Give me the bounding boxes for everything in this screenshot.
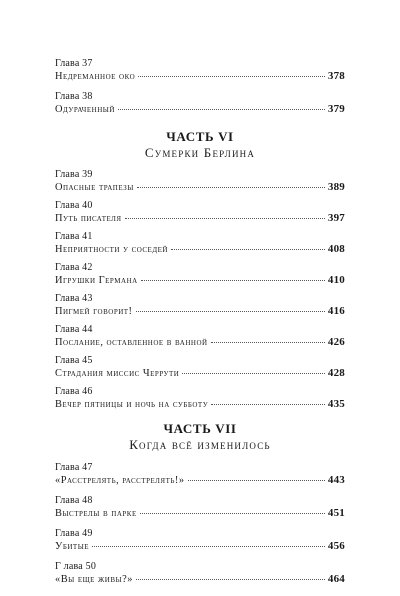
chapter-label: Глава 38 — [55, 91, 93, 102]
chapter-row — [55, 474, 345, 487]
chapter-label: Глава 41 — [55, 231, 93, 242]
toc-entry — [55, 231, 345, 256]
page-number: 410 — [327, 274, 345, 286]
chapter-label: Глава 37 — [55, 58, 93, 69]
chapter-title: Неприятности у соседей — [55, 244, 168, 255]
dot-leader — [171, 249, 325, 250]
chapter-label: Глава 46 — [55, 386, 93, 397]
toc-entry — [55, 462, 345, 487]
chapter-title: Убитые — [55, 541, 90, 552]
chapter-row — [55, 243, 345, 256]
dot-leader — [138, 76, 325, 77]
part-title: Сумерки Берлина — [144, 145, 256, 160]
toc-entry — [55, 386, 345, 411]
chapter-label: Глава 44 — [55, 324, 93, 335]
part-label: ЧАСТЬ VI — [166, 129, 234, 144]
part-heading — [55, 129, 345, 161]
toc-entry — [55, 528, 345, 553]
chapter-row — [55, 540, 345, 553]
page-number: 408 — [327, 243, 345, 255]
chapter-title: Выстрелы в парке — [55, 508, 137, 519]
chapter-row — [55, 305, 345, 318]
page-number: 428 — [327, 367, 345, 379]
toc-entry — [55, 495, 345, 520]
dot-leader — [211, 404, 325, 405]
chapter-label: Глава 45 — [55, 355, 93, 366]
toc-entry — [55, 293, 345, 318]
chapter-title: Пигмей говорит! — [55, 306, 133, 317]
chapter-label: Глава 49 — [55, 528, 93, 539]
page-number: 435 — [327, 398, 345, 410]
chapter-row — [55, 70, 345, 83]
toc-entry — [55, 169, 345, 194]
chapter-label: Глава 40 — [55, 200, 93, 211]
chapter-label: Глава 42 — [55, 262, 93, 273]
chapter-label: Глава 48 — [55, 495, 93, 506]
toc-entry — [55, 200, 345, 225]
page-number: 389 — [327, 181, 345, 193]
chapter-title: Страдания миссис Черрути — [55, 368, 180, 379]
toc-entry — [55, 561, 345, 586]
chapter-title: Вечер пятницы и ночь на субботу — [55, 399, 209, 410]
chapter-label: Г лава 50 — [55, 561, 97, 572]
page-number: 378 — [327, 70, 345, 82]
page-number: 451 — [327, 507, 345, 519]
chapter-title: Послание, оставленное в ванной — [55, 337, 208, 348]
dot-leader — [118, 109, 325, 110]
chapter-row — [55, 103, 345, 116]
chapter-title: «Расстрелять, расстрелять!» — [55, 475, 185, 486]
part-heading — [55, 421, 345, 453]
chapter-row — [55, 507, 345, 520]
dot-leader — [211, 342, 325, 343]
chapter-row — [55, 181, 345, 194]
dot-leader — [140, 513, 325, 514]
page-number: 379 — [327, 103, 345, 115]
page-number: 464 — [327, 573, 345, 585]
dot-leader — [188, 480, 325, 481]
dot-leader — [92, 546, 325, 547]
chapter-label: Глава 47 — [55, 462, 93, 473]
toc-entry — [55, 262, 345, 287]
chapter-title: Игрушки Германа — [55, 275, 138, 286]
dot-leader — [182, 373, 325, 374]
toc-entry — [55, 355, 345, 380]
dot-leader — [136, 579, 325, 580]
table-of-contents — [55, 58, 345, 586]
dot-leader — [125, 218, 325, 219]
chapter-row — [55, 367, 345, 380]
chapter-title: Путь писателя — [55, 213, 122, 224]
chapter-label: Глава 39 — [55, 169, 93, 180]
chapter-title: Опасные трапезы — [55, 182, 134, 193]
toc-entry — [55, 58, 345, 83]
chapter-row — [55, 336, 345, 349]
dot-leader — [141, 280, 325, 281]
page-number: 397 — [327, 212, 345, 224]
chapter-title: Одураченный — [55, 104, 115, 115]
page-number: 456 — [327, 540, 345, 552]
toc-entry — [55, 324, 345, 349]
toc-entry — [55, 91, 345, 116]
dot-leader — [137, 187, 325, 188]
dot-leader — [136, 311, 325, 312]
chapter-row — [55, 212, 345, 225]
chapter-title: Недреманное око — [55, 71, 136, 82]
chapter-row — [55, 398, 345, 411]
page-number: 416 — [327, 305, 345, 317]
chapter-label: Глава 43 — [55, 293, 93, 304]
page-number: 426 — [327, 336, 345, 348]
part-title: Когда всё изменилось — [129, 437, 271, 452]
page-number: 443 — [327, 474, 345, 486]
chapter-row — [55, 573, 345, 586]
part-label: ЧАСТЬ VII — [163, 421, 237, 436]
chapter-title: «Вы еще живы?» — [55, 574, 133, 585]
chapter-row — [55, 274, 345, 287]
